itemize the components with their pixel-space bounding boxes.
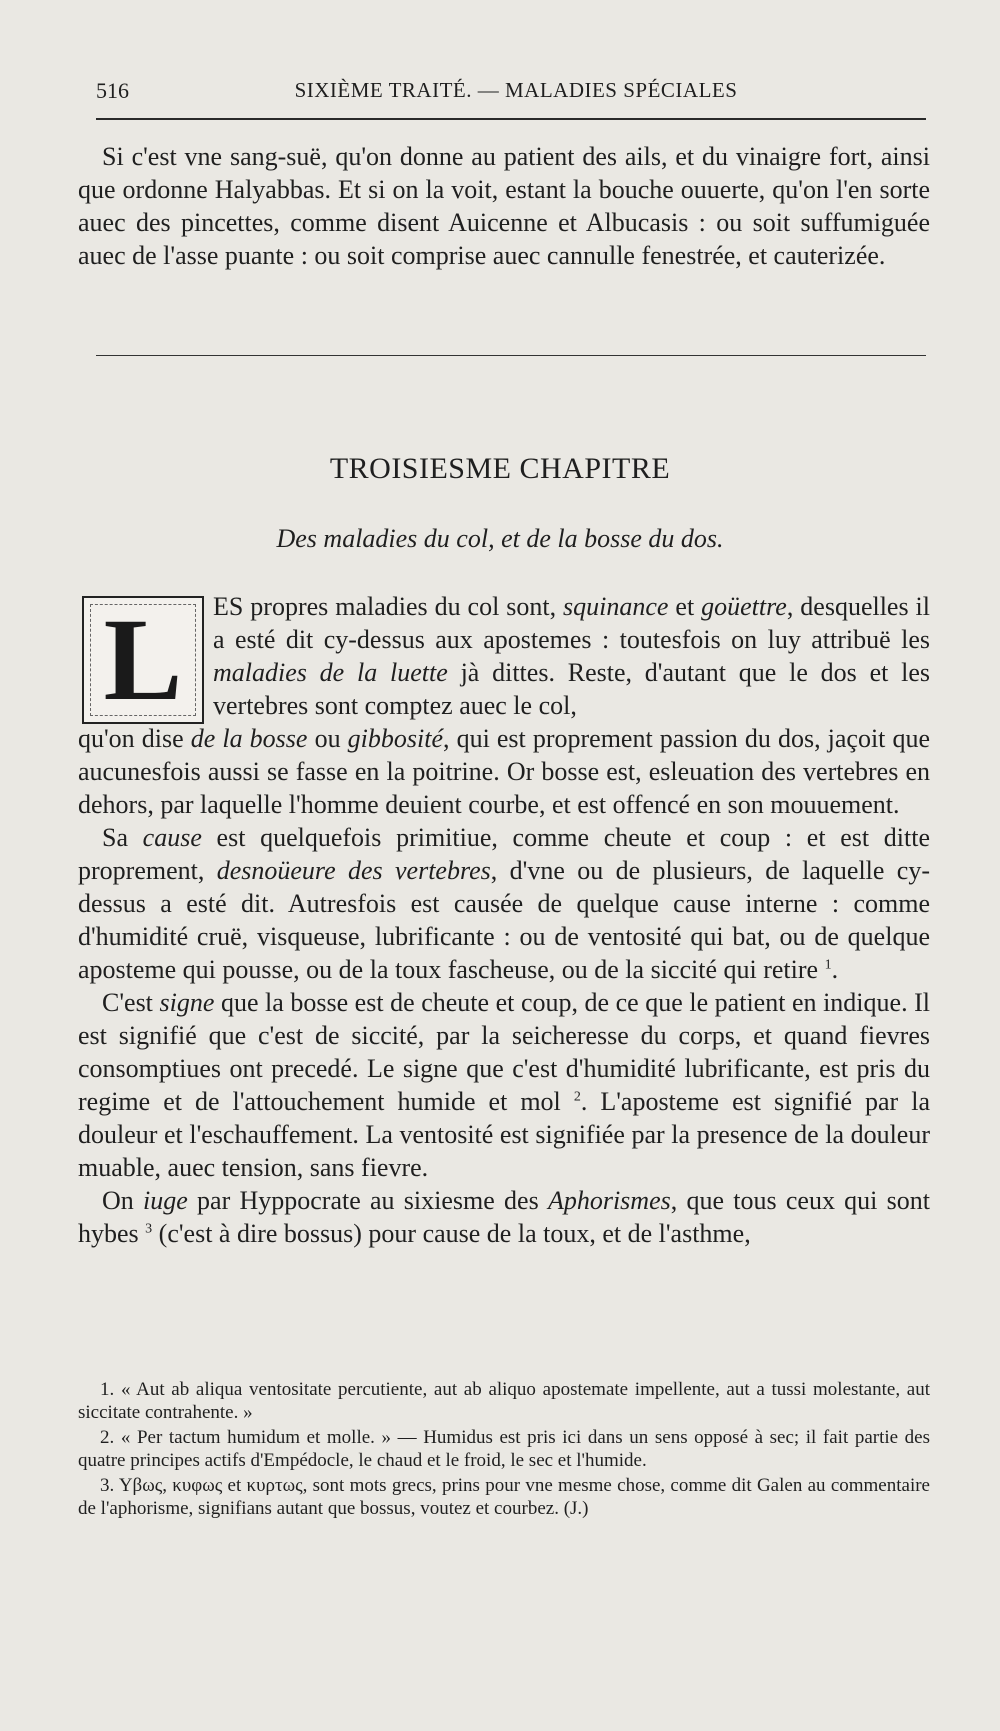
p1-italic-gibbosite: gibbosité	[347, 724, 443, 753]
p3-text-b: que la bosse est de cheute et coup, de ce que le patient en indique. Il est signifié que c'est de siccité, par la seicheresse du corps, et quand fievres consomptiues ont precedé. Le signe que c'est d'humidité lubrificante, est pris du regime et de l'attouchement humide et mol	[78, 988, 931, 1116]
footnote-1-text: 1. « Aut ab aliqua ventositate percutiente, aut ab aliquo apostemate impellente, aut a tussi molestante, aut siccitate contrahente. »	[78, 1379, 930, 1423]
p1-text-a: ES propres maladies du col sont,	[213, 592, 557, 621]
footnote-1	[78, 1378, 930, 1424]
paragraph-2	[78, 821, 930, 986]
header-rule	[96, 118, 926, 120]
p1-text-e: qu'on dise	[78, 724, 184, 753]
p1-text-b: et	[675, 592, 695, 621]
footnote-3	[78, 1474, 930, 1520]
p4-italic-iuge: iuge	[143, 1186, 188, 1215]
p2-text-c: , d'vne ou de plusieurs, de laquelle cy-dessus a esté dit. Autresfois est causée de quelque cause interne : comme d'humidité cruë, visqueuse, lubrificante : ou de ventosité qui bat, ou de quelque aposteme qui pousse, ou de la toux fascheuse, ou de la siccité qui retire	[78, 856, 931, 984]
p3-italic-signe: signe	[159, 988, 215, 1017]
footnote-ref-1: 1	[824, 957, 832, 973]
p1-text-d: jà dittes. Reste, d'autant que le dos et les vertebres sont comptez auec le col,	[213, 658, 931, 720]
p4-text-c: , que tous ceux qui sont hybes	[78, 1186, 930, 1248]
ornamental-drop-cap	[82, 596, 204, 724]
p2-text-end: .	[831, 955, 839, 984]
paragraph-1-opening	[213, 590, 930, 722]
p1-italic-bosse: de la bosse	[190, 724, 308, 753]
p1-italic-gouettre: goüettre	[701, 592, 787, 621]
paragraph-1-continued	[78, 722, 930, 821]
footnote-2	[78, 1426, 930, 1472]
chapter-title: TROISIESME CHAPITRE	[329, 452, 671, 485]
p3-text-a: C'est	[102, 988, 153, 1017]
p2-text-b: est quelquefois primitiue, comme cheute et coup : et est ditte proprement,	[78, 823, 930, 885]
p2-italic-desnoueure: desnoüeure des vertebres	[216, 856, 491, 885]
p2-italic-cause: cause	[142, 823, 202, 852]
footnote-ref-3: 3	[145, 1221, 153, 1237]
p4-italic-aphorismes: Aphorismes	[547, 1186, 671, 1215]
main-body-text	[78, 722, 930, 1250]
footnote-2-text: 2. « Per tactum humidum et molle. » — Humidus est pris ici dans un sens opposé à sec; il fait partie des quatre principes actifs d'Empédocle, le chaud et le froid, le sec et l'humide.	[78, 1427, 930, 1471]
chapter-subtitle: Des maladies du col, et de la bosse du dos.	[276, 524, 724, 553]
running-title: SIXIÈME TRAITÉ. — MALADIES SPÉCIALES	[294, 78, 738, 102]
footnotes	[78, 1378, 930, 1522]
drop-cap-letter: L	[103, 594, 183, 725]
paragraph-4	[78, 1184, 930, 1250]
p4-text-b: par Hyppocrate au sixiesme des	[197, 1186, 539, 1215]
page-number: 516	[96, 78, 129, 103]
paragraph-3	[78, 986, 930, 1184]
p3-text-c: . L'aposteme est signifié par la douleur et l'eschauffement. La ventosité est signifiée par la presence de la douleur muable, auec tension, sans fievre.	[78, 1087, 930, 1182]
p4-text-a: On	[102, 1186, 134, 1215]
p1-text-f: ou	[314, 724, 341, 753]
footnote-ref-2: 2	[573, 1089, 581, 1105]
page-header	[96, 78, 936, 108]
p1-text-c: , desquelles il a esté dit cy-dessus aux apostemes : toutesfois on luy attribuë les	[213, 592, 930, 654]
p1-text-g: , qui est proprement passion du dos, jaçoit que aucunesfois aussi se fasse en la poitrine. Or bosse est, esleuation des vertebres en dehors, par laquelle l'homme deuient courbe, et est offencé en son mouuement.	[78, 724, 931, 819]
p1-italic-squinance: squinance	[563, 592, 669, 621]
footnote-3-text: 3. Υβως, κυφως et κυρτως, sont mots grecs, prins pour vne mesme chose, comme dit Galen au commentaire de l'aphorisme, signifians autant que bossus, voutez et courbez. (J.)	[78, 1475, 930, 1519]
p1-italic-luette: maladies de la luette	[213, 658, 448, 687]
p2-text-a: Sa	[102, 823, 128, 852]
p4-text-d: (c'est à dire bossus) pour cause de la toux, et de l'asthme,	[158, 1219, 751, 1248]
top-paragraph	[78, 140, 930, 272]
section-divider	[96, 355, 926, 356]
top-paragraph-text: Si c'est vne sang-suë, qu'on donne au patient des ails, et du vinaigre fort, ainsi que ordonne Halyabbas. Et si on la voit, estant la bouche ouuerte, qu'on l'en sorte auec des pincettes, comme disent Auicenne et Albucasis : ou soit suffumiguée auec de l'asse puante : ou soit comprise auec cannulle fenestrée, et cauterizée.	[78, 142, 930, 270]
